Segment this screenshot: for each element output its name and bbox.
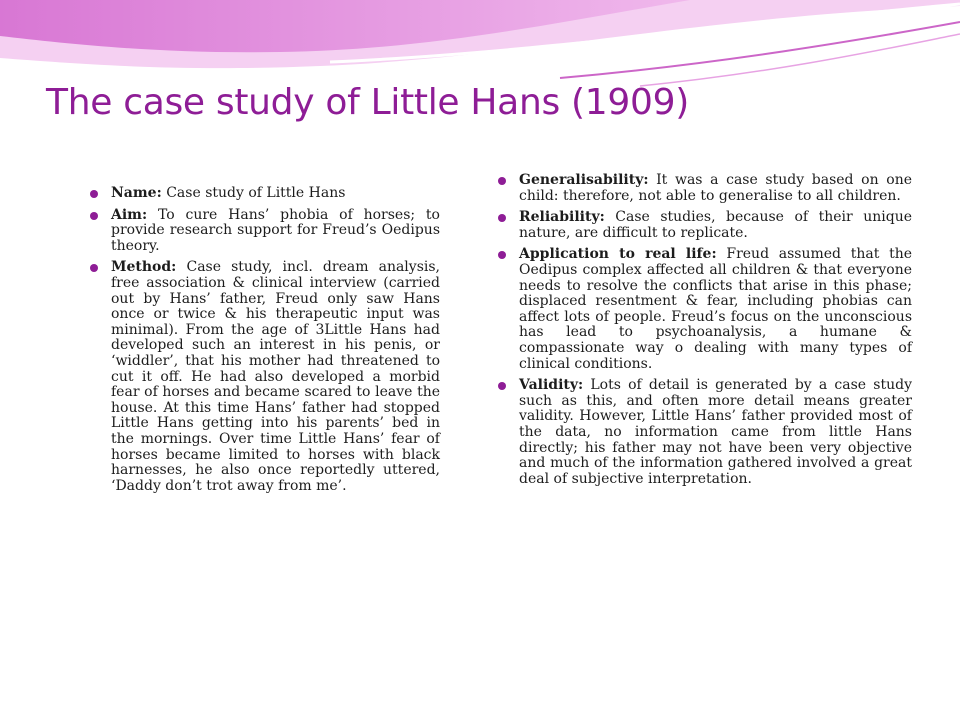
bullet-text: It was a case study based on one child: therefore, not able to generalise to all children.: [519, 172, 912, 204]
bullet-reliability: [498, 210, 912, 241]
bullet-generalisability: [498, 173, 912, 204]
bullet-text: Case study, incl. dream analysis, free association & clinical interview (carried out by Hans’ father, Freud only saw Hans once or twice & his therapeutic input was minimal). From the age of 3Little Hans had developed such an interest in his penis, or ‘widdler’, that his mother had threatened to cut it off. He had also developed a morbid fear of horses and became scared to leave the house. At this time Hans’ father had stopped Little Hans getting into his parents’ bed in the mornings. Over time Little Hans’ fear of horses became limited to horses with black harnesses, he also once reportedly uttered, ‘Daddy don’t trot away from me’.: [111, 259, 440, 494]
bullet-label: Validity:: [519, 377, 584, 394]
bullet-application: [498, 247, 912, 372]
left-bullet-list: [90, 186, 440, 500]
banner-accent-line-2: [640, 34, 960, 86]
bullet-label: Name:: [111, 185, 162, 201]
bullet-text: Lots of detail is generated by a case study such as this, and often more detail means greater validity. However, Little Hans’ father provided most of the data, no information came from little Hans directly; his father may not have been very objective and much of the information gathered involved a great deal of subjective interpretation.: [519, 377, 912, 487]
bullet-label: Method:: [111, 259, 177, 276]
bullet-label: Reliability:: [519, 209, 605, 226]
bullet-label: Application to real life:: [519, 246, 717, 263]
bullet-text: Freud assumed that the Oedipus complex affected all children & that everyone needs to resolve the conflicts that arise in this phase; displaced resentment & fear, including phobias can affect lots of people. Freud’s focus on the unconscious has lead to psychoanalysis, a humane & compassionate way o dealing with many types of clinical conditions.: [519, 246, 912, 372]
right-bullet-list: [498, 173, 912, 493]
bullet-label: Generalisability:: [519, 172, 649, 188]
bullet-text: Case study of Little Hans: [161, 185, 346, 201]
bullet-text: To cure Hans’ phobia of horses; to provide research support for Freud’s Oedipus theory.: [111, 206, 440, 254]
bullet-text: Case studies, because of their unique nature, are difficult to replicate.: [519, 209, 912, 241]
bullet-method: [90, 260, 440, 494]
bullet-label: Aim:: [111, 206, 148, 223]
bullet-aim: [90, 208, 440, 255]
slide-title: The case study of Little Hans (1909): [46, 82, 689, 123]
bullet-validity: [498, 378, 912, 487]
bullet-name: [90, 186, 440, 202]
